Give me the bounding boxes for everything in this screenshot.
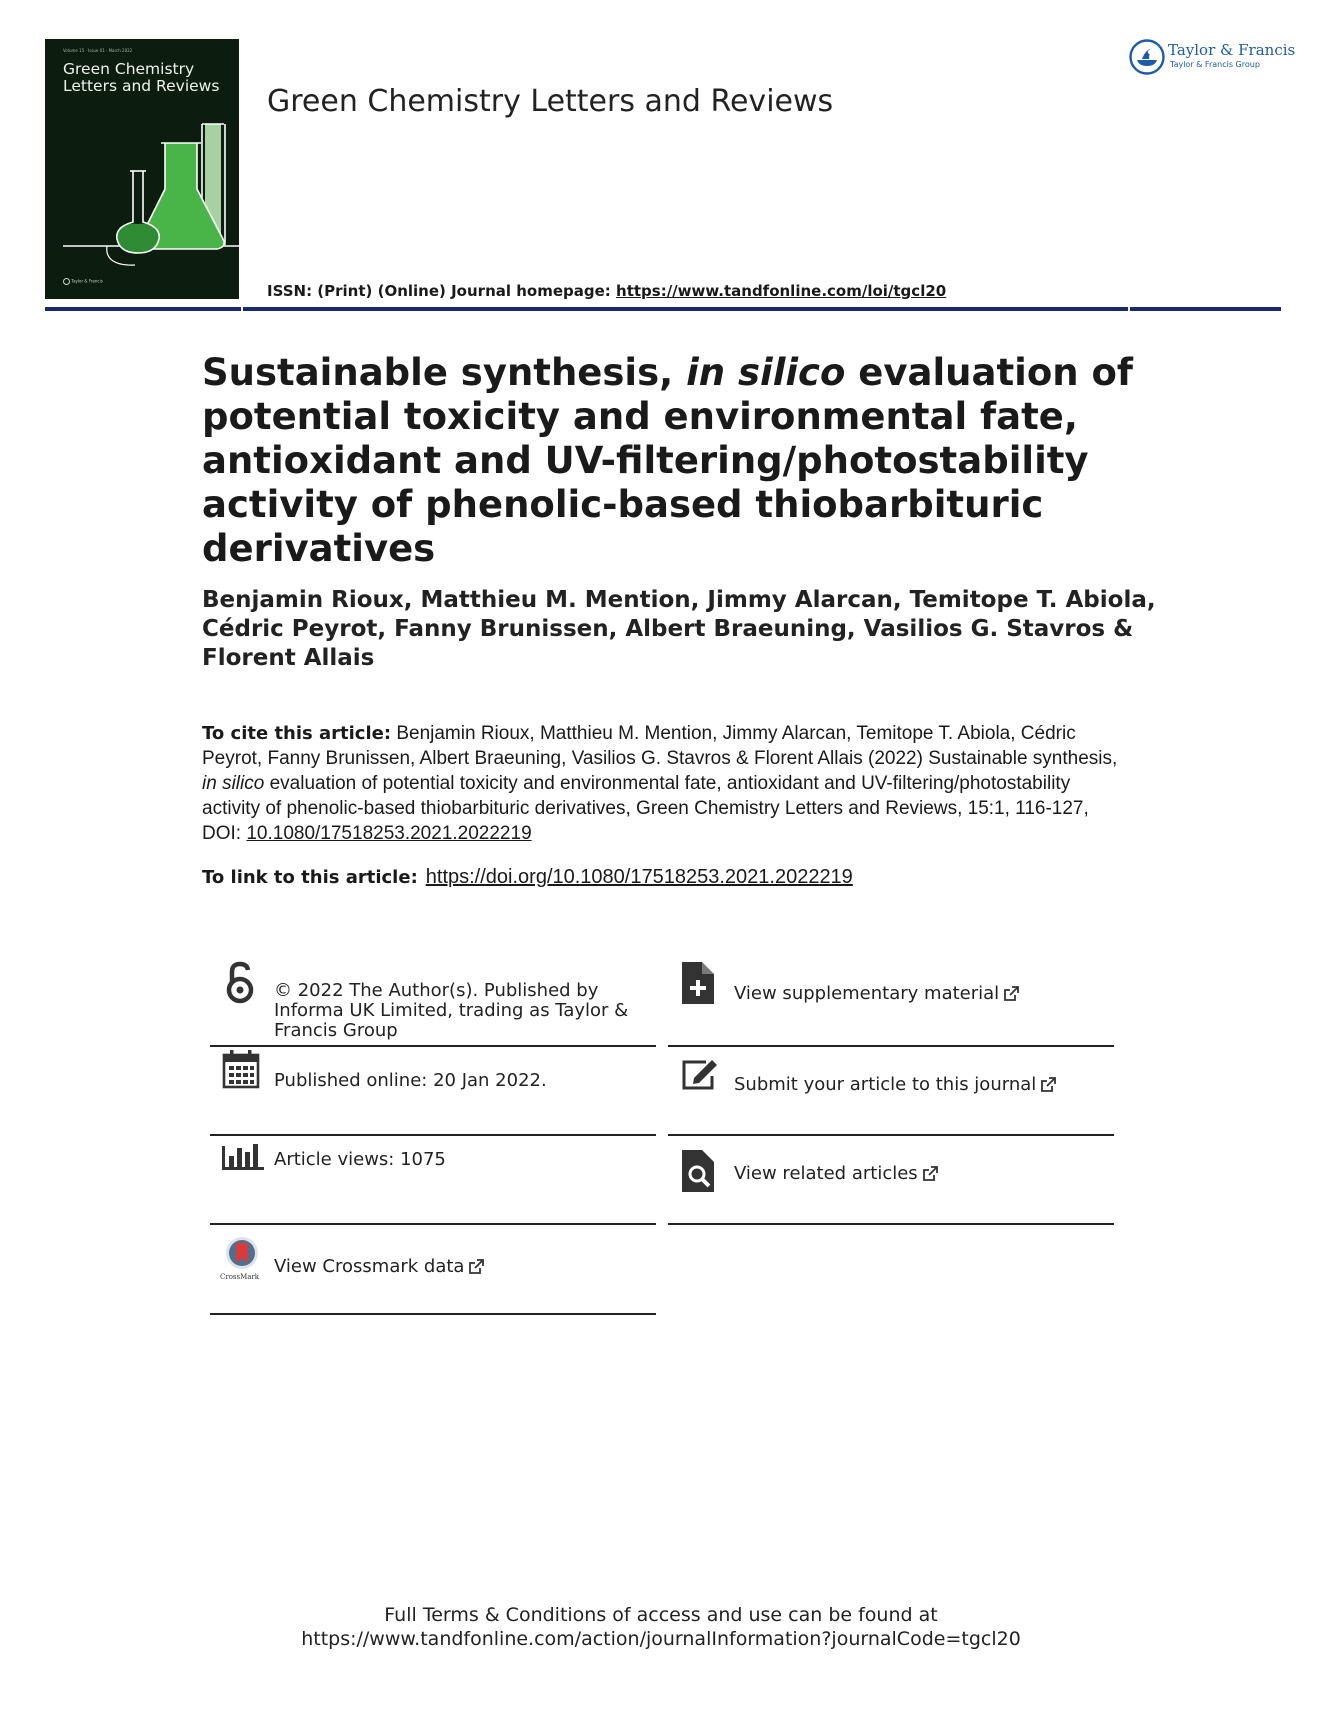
citation-block	[202, 721, 1132, 846]
related-articles-cell[interactable]	[668, 1136, 1114, 1225]
supplementary-cell[interactable]	[668, 960, 1114, 1047]
external-link-icon	[468, 1259, 484, 1275]
citation-doi-link[interactable]: 10.1080/17518253.2021.2022219	[246, 823, 532, 844]
supplementary-text	[734, 984, 1019, 1004]
article-link-label: To link to this article:	[202, 867, 418, 888]
published-cell	[210, 1047, 656, 1136]
submit-article-cell[interactable]	[668, 1047, 1114, 1136]
header-rule-gap	[1128, 306, 1130, 312]
submit-article-label: Submit your article to this journal	[734, 1074, 1037, 1095]
edit-icon	[680, 1058, 724, 1104]
open-access-lock-icon	[220, 960, 264, 1006]
footer-terms-url[interactable]: https://www.tandfonline.com/action/journalInformation?journalCode=tgcl20	[301, 1628, 1021, 1650]
bar-chart-icon	[220, 1136, 264, 1182]
article-views-text: Article views: 1075	[274, 1149, 446, 1170]
citation-text: evaluation of potential toxicity and environmental fate, antioxidant and UV-filtering/photostability activity of phenolic-based thiobarbituric derivatives, Green Chemistry Letters and Reviews, 15:1, 116-127, DOI:	[202, 773, 1089, 844]
article-title-italic: in silico	[686, 351, 846, 394]
footer-terms: Full Terms & Conditions of access and use can be found at	[384, 1604, 938, 1626]
article-views-cell	[210, 1136, 656, 1225]
article-title-part: evaluation of potential toxicity and environmental fate, antioxidant and UV-filtering/photostability activity of phenolic-based thiobarbituric derivatives	[202, 351, 1133, 570]
cover-publisher	[63, 278, 103, 285]
external-link-icon	[1003, 986, 1019, 1002]
header-rule	[45, 307, 1281, 311]
document-search-icon	[680, 1148, 724, 1194]
article-doi-link[interactable]: https://doi.org/10.1080/17518253.2021.2022219	[425, 866, 853, 888]
crossmark-text	[274, 1257, 484, 1277]
article-link-line	[202, 866, 853, 889]
cover-title: Green Chemistry Letters and Reviews	[63, 60, 220, 95]
calendar-icon	[220, 1047, 264, 1093]
header-rule-gap	[241, 306, 243, 312]
published-date-text: Published online: 20 Jan 2022.	[274, 1070, 547, 1091]
journal-homepage-link[interactable]: https://www.tandfonline.com/loi/tgcl20	[616, 282, 947, 300]
publisher-group: Taylor & Francis Group	[1170, 60, 1260, 69]
open-access-cell	[210, 960, 656, 1047]
article-authors: Benjamin Rioux, Matthieu M. Mention, Jimmy Alarcan, Temitope T. Abiola, Cédric Peyrot, Fanny Brunissen, Albert Braeuning, Vasilios G. Stavros & Florent Allais	[202, 587, 1156, 671]
cover-publisher-logo-icon	[63, 278, 70, 285]
open-access-text: © 2022 The Author(s). Published by Informa UK Limited, trading as Taylor & Francis Group	[274, 980, 629, 1041]
supplementary-label: View supplementary material	[734, 983, 1000, 1004]
publisher-name: Taylor & Francis	[1168, 41, 1296, 59]
article-title	[202, 351, 1162, 571]
journal-title: Green Chemistry Letters and Reviews	[267, 84, 834, 119]
citation-text: Benjamin Rioux, Matthieu M. Mention, Jimmy Alarcan, Temitope T. Abiola, Cédric Peyrot, Fanny Brunissen, Albert Braeuning, Vasilios G. Stavros & Florent Allais (2022) Sustainable synthesis,	[202, 723, 1118, 769]
external-link-icon	[1040, 1077, 1056, 1093]
related-articles-label: View related articles	[734, 1163, 918, 1184]
related-articles-text	[734, 1164, 938, 1184]
taylor-francis-logo-icon	[1128, 38, 1166, 76]
article-title-part: Sustainable synthesis,	[202, 351, 687, 394]
cover-publisher-name: Taylor & Francis	[71, 278, 103, 284]
crossmark-label: View Crossmark data	[274, 1256, 465, 1277]
cover-issue-info: Volume 15 · Issue 01 · March 2022	[63, 48, 133, 53]
citation-label: To cite this article:	[202, 723, 392, 744]
external-link-icon	[922, 1166, 938, 1182]
journal-cover	[45, 39, 239, 299]
citation-italic: in silico	[202, 773, 265, 794]
crossmark-cell[interactable]	[210, 1225, 656, 1315]
submit-article-text	[734, 1075, 1056, 1095]
file-plus-icon	[680, 960, 724, 1006]
publisher-logo[interactable]	[1128, 38, 1296, 78]
crossmark-logo-text: CrossMark	[220, 1273, 260, 1281]
issn-text: ISSN: (Print) (Online) Journal homepage:	[267, 282, 617, 300]
issn-line	[267, 282, 946, 300]
